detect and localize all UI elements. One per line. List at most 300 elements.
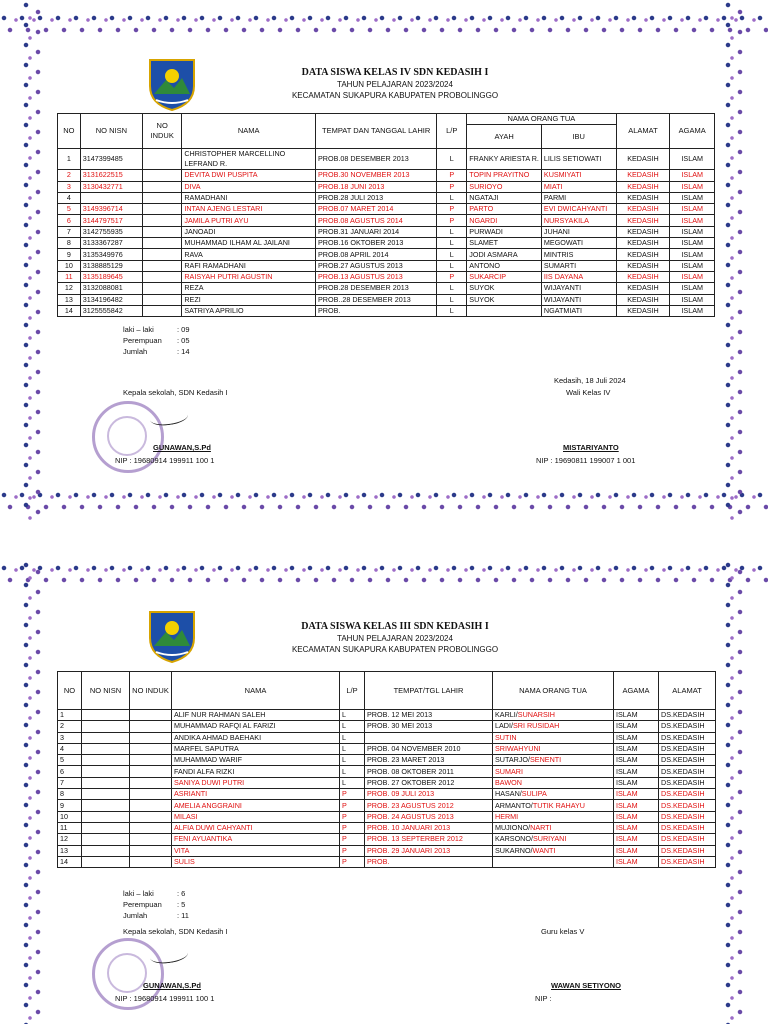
cell-ibu: LILIS SETIOWATI xyxy=(541,149,616,170)
table-row xyxy=(58,149,715,170)
cell-ibu: MIATI xyxy=(541,181,616,192)
cell-nama: REZI xyxy=(182,294,316,305)
cell-induk xyxy=(142,181,181,192)
place-date: Kedasih, 18 Juli 2024 xyxy=(554,376,626,385)
table-row xyxy=(58,856,716,867)
principal-signature-icon xyxy=(149,945,189,965)
principal-nip: NIP : 19680914 199911 100 1 xyxy=(115,456,215,465)
cell-induk xyxy=(130,856,172,867)
cell-ibu: BAWON xyxy=(495,777,522,787)
cell-no: 14 xyxy=(58,856,82,867)
cell-no: 5 xyxy=(58,204,81,215)
cell-alamat: KEDASIH xyxy=(616,192,670,203)
cell-agama: ISLAM xyxy=(670,238,715,249)
cell-lp: L xyxy=(340,777,365,788)
cell-induk xyxy=(142,204,181,215)
header-induk: NO INDUK xyxy=(142,114,181,149)
cell-alamat: DS.KEDASIH xyxy=(659,845,716,856)
cell-induk xyxy=(142,294,181,305)
cell-lp: P xyxy=(340,800,365,811)
header-nama: NAMA xyxy=(182,114,316,149)
cell-agama: ISLAM xyxy=(614,721,659,732)
cell-induk xyxy=(130,845,172,856)
cell-induk xyxy=(142,238,181,249)
cell-ttl: PROB. 04 NOVEMBER 2010 xyxy=(365,743,493,754)
cell-alamat: DS.KEDASIH xyxy=(659,732,716,743)
cell-ttl: PROB.08 AGUSTUS 2014 xyxy=(316,215,437,226)
cell-ttl: PROB.13 AGUSTUS 2013 xyxy=(316,271,437,282)
cell-alamat: KEDASIH xyxy=(616,260,670,271)
cell-induk xyxy=(142,271,181,282)
cell-ttl: PROB.27 AGUSTUS 2013 xyxy=(316,260,437,271)
cell-nisn: 3144797517 xyxy=(80,215,142,226)
cell-no: 2 xyxy=(58,170,81,181)
cell-ortu xyxy=(493,721,614,732)
document-title: DATA SISWA KELAS IV SDN KEDASIH I xyxy=(301,67,489,78)
cell-nisn: 3142755935 xyxy=(80,226,142,237)
cell-ttl: PROB. 13 SEPTERBER 2012 xyxy=(365,834,493,845)
cell-nama: CHRISTOPHER MARCELLINO LEFRAND R. xyxy=(182,149,316,170)
cell-lp: P xyxy=(340,822,365,833)
table-row xyxy=(58,215,715,226)
cell-agama: ISLAM xyxy=(614,755,659,766)
cell-ibu: SRIWAHYUNI xyxy=(495,744,541,754)
cell-ayah: PARTO xyxy=(467,204,542,215)
cell-alamat: DS.KEDASIH xyxy=(659,743,716,754)
header-ttl: TEMPAT DAN TANGGAL LAHIR xyxy=(316,114,437,149)
cell-ortu xyxy=(493,811,614,822)
cell-nisn: 3134196482 xyxy=(80,294,142,305)
cell-agama: ISLAM xyxy=(670,271,715,282)
header-induk: NO INDUK xyxy=(130,672,172,710)
table-row xyxy=(58,721,716,732)
cell-ibu: WIJAYANTI xyxy=(541,283,616,294)
cell-agama: ISLAM xyxy=(670,170,715,181)
cell-agama: ISLAM xyxy=(614,834,659,845)
cell-no: 6 xyxy=(58,766,82,777)
cell-ortu xyxy=(493,755,614,766)
cell-nama: RAFI RAMADHANI xyxy=(182,260,316,271)
cell-nisn xyxy=(82,777,130,788)
cell-no: 13 xyxy=(58,294,81,305)
principal-signature-icon xyxy=(149,407,189,427)
document-header xyxy=(230,621,560,654)
table-row xyxy=(58,777,716,788)
cell-nisn: 3149396714 xyxy=(80,204,142,215)
cell-lp: L xyxy=(340,755,365,766)
header-agama: AGAMA xyxy=(614,672,659,710)
cell-ayah: NGARDI xyxy=(467,215,542,226)
cell-nisn xyxy=(82,811,130,822)
cell-no: 5 xyxy=(58,755,82,766)
cell-ortu xyxy=(493,845,614,856)
cell-no: 3 xyxy=(58,181,81,192)
cell-induk xyxy=(130,732,172,743)
cell-nisn xyxy=(82,766,130,777)
cell-ibu: NGATMIATI xyxy=(541,305,616,316)
summary-perempuan-value: : 5 xyxy=(177,900,186,909)
cell-lp: L xyxy=(437,192,467,203)
cell-ttl: PROB. 09 JULI 2013 xyxy=(365,789,493,800)
cell-alamat: DS.KEDASIH xyxy=(659,856,716,867)
cell-no: 7 xyxy=(58,777,82,788)
cell-alamat: KEDASIH xyxy=(616,305,670,316)
cell-ttl: PROB. 23 MARET 2013 xyxy=(365,755,493,766)
cell-lp: P xyxy=(437,170,467,181)
header-ortu: NAMA ORANG TUA xyxy=(493,672,614,710)
principal-name: GUNAWAN,S.Pd xyxy=(143,981,201,990)
cell-nisn xyxy=(82,789,130,800)
table-row xyxy=(58,822,716,833)
cell-lp: P xyxy=(340,834,365,845)
cell-ayah: SLAMET xyxy=(467,238,542,249)
header-lp: L/P xyxy=(340,672,365,710)
cell-ortu xyxy=(493,800,614,811)
cell-ibu: WIJAYANTI xyxy=(541,294,616,305)
cell-ayah xyxy=(467,305,542,316)
cell-ttl: PROB. 29 JANUARI 2013 xyxy=(365,845,493,856)
cell-ibu: TUTIK RAHAYU xyxy=(532,800,585,810)
cell-nama: SATRIYA APRILIO xyxy=(182,305,316,316)
cell-ibu: PARMI xyxy=(541,192,616,203)
cell-ttl: PROB.08 APRIL 2014 xyxy=(316,249,437,260)
cell-ttl: PROB. 23 AGUSTUS 2012 xyxy=(365,800,493,811)
cell-lp: P xyxy=(437,271,467,282)
principal-label: Kepala sekolah, SDN Kedasih I xyxy=(123,388,228,397)
cell-no: 9 xyxy=(58,800,82,811)
summary-laki-value: : 09 xyxy=(177,325,190,334)
table-row xyxy=(58,192,715,203)
cell-alamat: DS.KEDASIH xyxy=(659,811,716,822)
cell-no: 10 xyxy=(58,811,82,822)
cell-ibu: KUSMIYATI xyxy=(541,170,616,181)
homeroom-label: Wali Kelas IV xyxy=(566,388,611,397)
cell-alamat: KEDASIH xyxy=(616,283,670,294)
cell-agama: ISLAM xyxy=(670,249,715,260)
cell-alamat: KEDASIH xyxy=(616,226,670,237)
summary-jumlah-label: Jumlah xyxy=(123,911,148,920)
document-page-2 xyxy=(0,560,768,1024)
summary-perempuan-value: : 05 xyxy=(177,336,190,345)
cell-ayah: SURIOYO xyxy=(467,181,542,192)
cell-induk xyxy=(142,226,181,237)
cell-agama: ISLAM xyxy=(670,181,715,192)
cell-nama: DEVITA DWI PUSPITA xyxy=(182,170,316,181)
cell-alamat: KEDASIH xyxy=(616,181,670,192)
school-year: TAHUN PELAJARAN 2023/2024 xyxy=(337,634,453,643)
cell-ayah: HASAN/ xyxy=(495,789,522,799)
cell-nama: JANOADI xyxy=(182,226,316,237)
principal-nip: NIP : 19680914 199911 100 1 xyxy=(115,994,215,1003)
cell-ortu xyxy=(493,743,614,754)
cell-induk xyxy=(130,800,172,811)
cell-induk xyxy=(142,260,181,271)
cell-nisn xyxy=(82,834,130,845)
header-ortu: NAMA ORANG TUA xyxy=(467,114,616,125)
table-row xyxy=(58,249,715,260)
cell-ibu: JUHANI xyxy=(541,226,616,237)
cell-nama: FENI AYUANTIKA xyxy=(172,834,340,845)
cell-alamat: DS.KEDASIH xyxy=(659,777,716,788)
cell-ttl xyxy=(365,732,493,743)
cell-agama: ISLAM xyxy=(614,845,659,856)
header-nisn: NO NISN xyxy=(80,114,142,149)
cell-nama: ALFIA DUWI CAHYANTI xyxy=(172,822,340,833)
header-nama: NAMA xyxy=(172,672,340,710)
cell-nisn xyxy=(82,856,130,867)
cell-ayah: SUTARJO/ xyxy=(495,755,531,765)
cell-alamat: DS.KEDASIH xyxy=(659,766,716,777)
cell-lp: P xyxy=(437,181,467,192)
table-row xyxy=(58,755,716,766)
cell-alamat: KEDASIH xyxy=(616,170,670,181)
cell-ayah: ARMANTO/ xyxy=(495,800,533,810)
table-row xyxy=(58,204,715,215)
cell-nama: RAMADHANI xyxy=(182,192,316,203)
cell-no: 10 xyxy=(58,260,81,271)
table-row xyxy=(58,181,715,192)
cell-no: 9 xyxy=(58,249,81,260)
cell-ttl: PROB..28 DESEMBER 2013 xyxy=(316,294,437,305)
cell-lp: L xyxy=(437,260,467,271)
cell-nama: ALIF NUR RAHMAN SALEH xyxy=(172,710,340,721)
cell-induk xyxy=(130,755,172,766)
decorative-border-left xyxy=(18,0,48,520)
cell-nisn xyxy=(82,822,130,833)
cell-lp: L xyxy=(437,238,467,249)
table-row xyxy=(58,271,715,282)
cell-alamat: KEDASIH xyxy=(616,294,670,305)
cell-no: 1 xyxy=(58,710,82,721)
header-ayah: AYAH xyxy=(467,125,542,149)
cell-ibu: NURSYAKILA xyxy=(541,215,616,226)
cell-induk xyxy=(142,305,181,316)
document-title: DATA SISWA KELAS III SDN KEDASIH I xyxy=(301,621,489,632)
cell-nisn: 3130432771 xyxy=(80,181,142,192)
cell-ayah: ANTONO xyxy=(467,260,542,271)
cell-agama: ISLAM xyxy=(670,226,715,237)
cell-no: 6 xyxy=(58,215,81,226)
cell-nisn xyxy=(82,721,130,732)
cell-agama: ISLAM xyxy=(614,732,659,743)
cell-lp: L xyxy=(340,743,365,754)
table-row xyxy=(58,260,715,271)
cell-ttl: PROB. 08 OKTOBER 2011 xyxy=(365,766,493,777)
summary-laki-value: : 6 xyxy=(177,889,186,898)
cell-alamat: DS.KEDASIH xyxy=(659,822,716,833)
cell-ibu: EVI DWICAHYANTI xyxy=(541,204,616,215)
cell-ortu xyxy=(493,777,614,788)
document-header xyxy=(230,67,560,100)
teacher-nip: NIP : xyxy=(535,994,552,1003)
cell-nama: RAVA xyxy=(182,249,316,260)
cell-ibu: WANTI xyxy=(532,845,556,855)
cell-lp: P xyxy=(340,856,365,867)
cell-lp: L xyxy=(340,721,365,732)
summary-jumlah-label: Jumlah xyxy=(123,347,148,356)
cell-lp: P xyxy=(437,215,467,226)
cell-no: 7 xyxy=(58,226,81,237)
table-row xyxy=(58,238,715,249)
cell-ibu: SUTIN xyxy=(495,732,517,742)
cell-agama: ISLAM xyxy=(670,149,715,170)
table-row xyxy=(58,305,715,316)
header-ibu: IBU xyxy=(541,125,616,149)
cell-lp: L xyxy=(340,732,365,743)
summary-jumlah-value: : 14 xyxy=(177,347,190,356)
header-agama: AGAMA xyxy=(670,114,715,149)
cell-nama: RAISYAH PUTRI AGUSTIN xyxy=(182,271,316,282)
cell-ayah: SUYOK xyxy=(467,294,542,305)
cell-nisn xyxy=(82,800,130,811)
cell-ttl: PROB.08 DESEMBER 2013 xyxy=(316,149,437,170)
cell-ttl: PROB.28 DESEMBER 2013 xyxy=(316,283,437,294)
cell-nama: SANIYA DUWI PUTRI xyxy=(172,777,340,788)
cell-ortu xyxy=(493,789,614,800)
cell-induk xyxy=(142,170,181,181)
cell-ttl: PROB. 27 OKTOBER 2012 xyxy=(365,777,493,788)
cell-nama: ASRIANTI xyxy=(172,789,340,800)
summary-perempuan-label: Perempuan xyxy=(123,900,162,909)
cell-no: 12 xyxy=(58,283,81,294)
cell-agama: ISLAM xyxy=(614,822,659,833)
cell-ayah: JODI ASMARA xyxy=(467,249,542,260)
table-row xyxy=(58,283,715,294)
cell-nisn: 3147399485 xyxy=(80,149,142,170)
cell-ortu xyxy=(493,822,614,833)
cell-ttl: PROB.30 NOVEMBER 2013 xyxy=(316,170,437,181)
cell-agama: ISLAM xyxy=(670,192,715,203)
cell-ortu xyxy=(493,856,614,867)
cell-induk xyxy=(130,822,172,833)
school-year: TAHUN PELAJARAN 2023/2024 xyxy=(337,80,453,89)
regency-emblem-icon xyxy=(144,608,200,664)
cell-alamat: DS.KEDASIH xyxy=(659,800,716,811)
principal-label: Kepala sekolah, SDN Kedasih I xyxy=(123,927,228,936)
cell-no: 11 xyxy=(58,271,81,282)
cell-no: 11 xyxy=(58,822,82,833)
cell-alamat: DS.KEDASIH xyxy=(659,789,716,800)
table-row xyxy=(58,766,716,777)
cell-agama: ISLAM xyxy=(614,800,659,811)
student-table xyxy=(57,113,715,317)
cell-no: 4 xyxy=(58,743,82,754)
cell-ortu xyxy=(493,710,614,721)
cell-ayah: KARLI/ xyxy=(495,710,518,720)
cell-nisn: 3133367287 xyxy=(80,238,142,249)
table-row xyxy=(58,226,715,237)
decorative-border-top xyxy=(0,560,768,590)
cell-alamat: DS.KEDASIH xyxy=(659,721,716,732)
cell-agama: ISLAM xyxy=(614,856,659,867)
cell-ibu: SUNARSIH xyxy=(517,710,555,720)
cell-no: 1 xyxy=(58,149,81,170)
cell-nisn: 3135189645 xyxy=(80,271,142,282)
cell-ttl: PROB.16 OKTOBER 2013 xyxy=(316,238,437,249)
table-row xyxy=(58,800,716,811)
cell-ibu: SURIYANI xyxy=(532,834,567,844)
cell-ortu xyxy=(493,766,614,777)
cell-agama: ISLAM xyxy=(614,789,659,800)
cell-ayah: SUYOK xyxy=(467,283,542,294)
cell-lp: L xyxy=(437,149,467,170)
cell-nisn xyxy=(82,755,130,766)
cell-nama: INTAN AJENG LESTARI xyxy=(182,204,316,215)
cell-agama: ISLAM xyxy=(614,743,659,754)
teacher-name: WAWAN SETIYONO xyxy=(551,981,622,990)
decorative-border-right xyxy=(720,0,750,520)
cell-alamat: KEDASIH xyxy=(616,249,670,260)
cell-induk xyxy=(142,283,181,294)
cell-nisn xyxy=(82,845,130,856)
cell-nisn: 3138885129 xyxy=(80,260,142,271)
cell-no: 3 xyxy=(58,732,82,743)
cell-induk xyxy=(130,721,172,732)
cell-nisn xyxy=(82,732,130,743)
table-row xyxy=(58,834,716,845)
teacher-label: Guru kelas V xyxy=(541,927,585,936)
cell-ttl: PROB. xyxy=(365,856,493,867)
table-row xyxy=(58,710,716,721)
cell-alamat: KEDASIH xyxy=(616,238,670,249)
header-no: NO xyxy=(58,672,82,710)
cell-agama: ISLAM xyxy=(614,777,659,788)
decorative-border-right xyxy=(720,560,750,1024)
cell-induk xyxy=(130,710,172,721)
cell-agama: ISLAM xyxy=(670,215,715,226)
cell-no: 13 xyxy=(58,845,82,856)
cell-ttl: PROB.31 JANUARI 2014 xyxy=(316,226,437,237)
cell-ayah: MUJIONO/ xyxy=(495,823,531,833)
cell-ttl: PROB.18 JUNI 2013 xyxy=(316,181,437,192)
cell-nama: MUHAMMAD WARIF xyxy=(172,755,340,766)
cell-no: 4 xyxy=(58,192,81,203)
cell-lp: L xyxy=(340,710,365,721)
cell-alamat: KEDASIH xyxy=(616,204,670,215)
cell-ibu: HERMI xyxy=(495,811,519,821)
cell-lp: L xyxy=(437,283,467,294)
cell-ibu: SENENTI xyxy=(530,755,562,765)
cell-ayah: PURWADI xyxy=(467,226,542,237)
cell-agama: ISLAM xyxy=(614,766,659,777)
table-row xyxy=(58,170,715,181)
cell-alamat: KEDASIH xyxy=(616,215,670,226)
cell-no: 2 xyxy=(58,721,82,732)
cell-ayah: FRANKY ARIESTA R. xyxy=(467,149,542,170)
table-row xyxy=(58,732,716,743)
header-no: NO xyxy=(58,114,81,149)
district-line: KECAMATAN SUKAPURA KABUPATEN PROBOLINGGO xyxy=(291,91,499,100)
cell-ayah: TOPIN PRAYITNO xyxy=(467,170,542,181)
district-line: KECAMATAN SUKAPURA KABUPATEN PROBOLINGGO xyxy=(291,645,499,654)
cell-alamat: DS.KEDASIH xyxy=(659,834,716,845)
decorative-border-bottom xyxy=(0,487,768,517)
table-row xyxy=(58,811,716,822)
cell-ttl: PROB.07 MARET 2014 xyxy=(316,204,437,215)
cell-ttl: PROB. 30 MEI 2013 xyxy=(365,721,493,732)
cell-ttl: PROB. xyxy=(316,305,437,316)
cell-nama: JAMILA PUTRI AYU xyxy=(182,215,316,226)
cell-nisn xyxy=(82,710,130,721)
cell-nisn: 3131622515 xyxy=(80,170,142,181)
cell-ibu: IIS DAYANA xyxy=(541,271,616,282)
summary-laki-label: laki – laki xyxy=(123,889,154,898)
cell-no: 12 xyxy=(58,834,82,845)
homeroom-name: MISTARIYANTO xyxy=(563,443,619,452)
cell-ibu: MINTRIS xyxy=(541,249,616,260)
cell-alamat: DS.KEDASIH xyxy=(659,755,716,766)
cell-nama: VITA xyxy=(172,845,340,856)
